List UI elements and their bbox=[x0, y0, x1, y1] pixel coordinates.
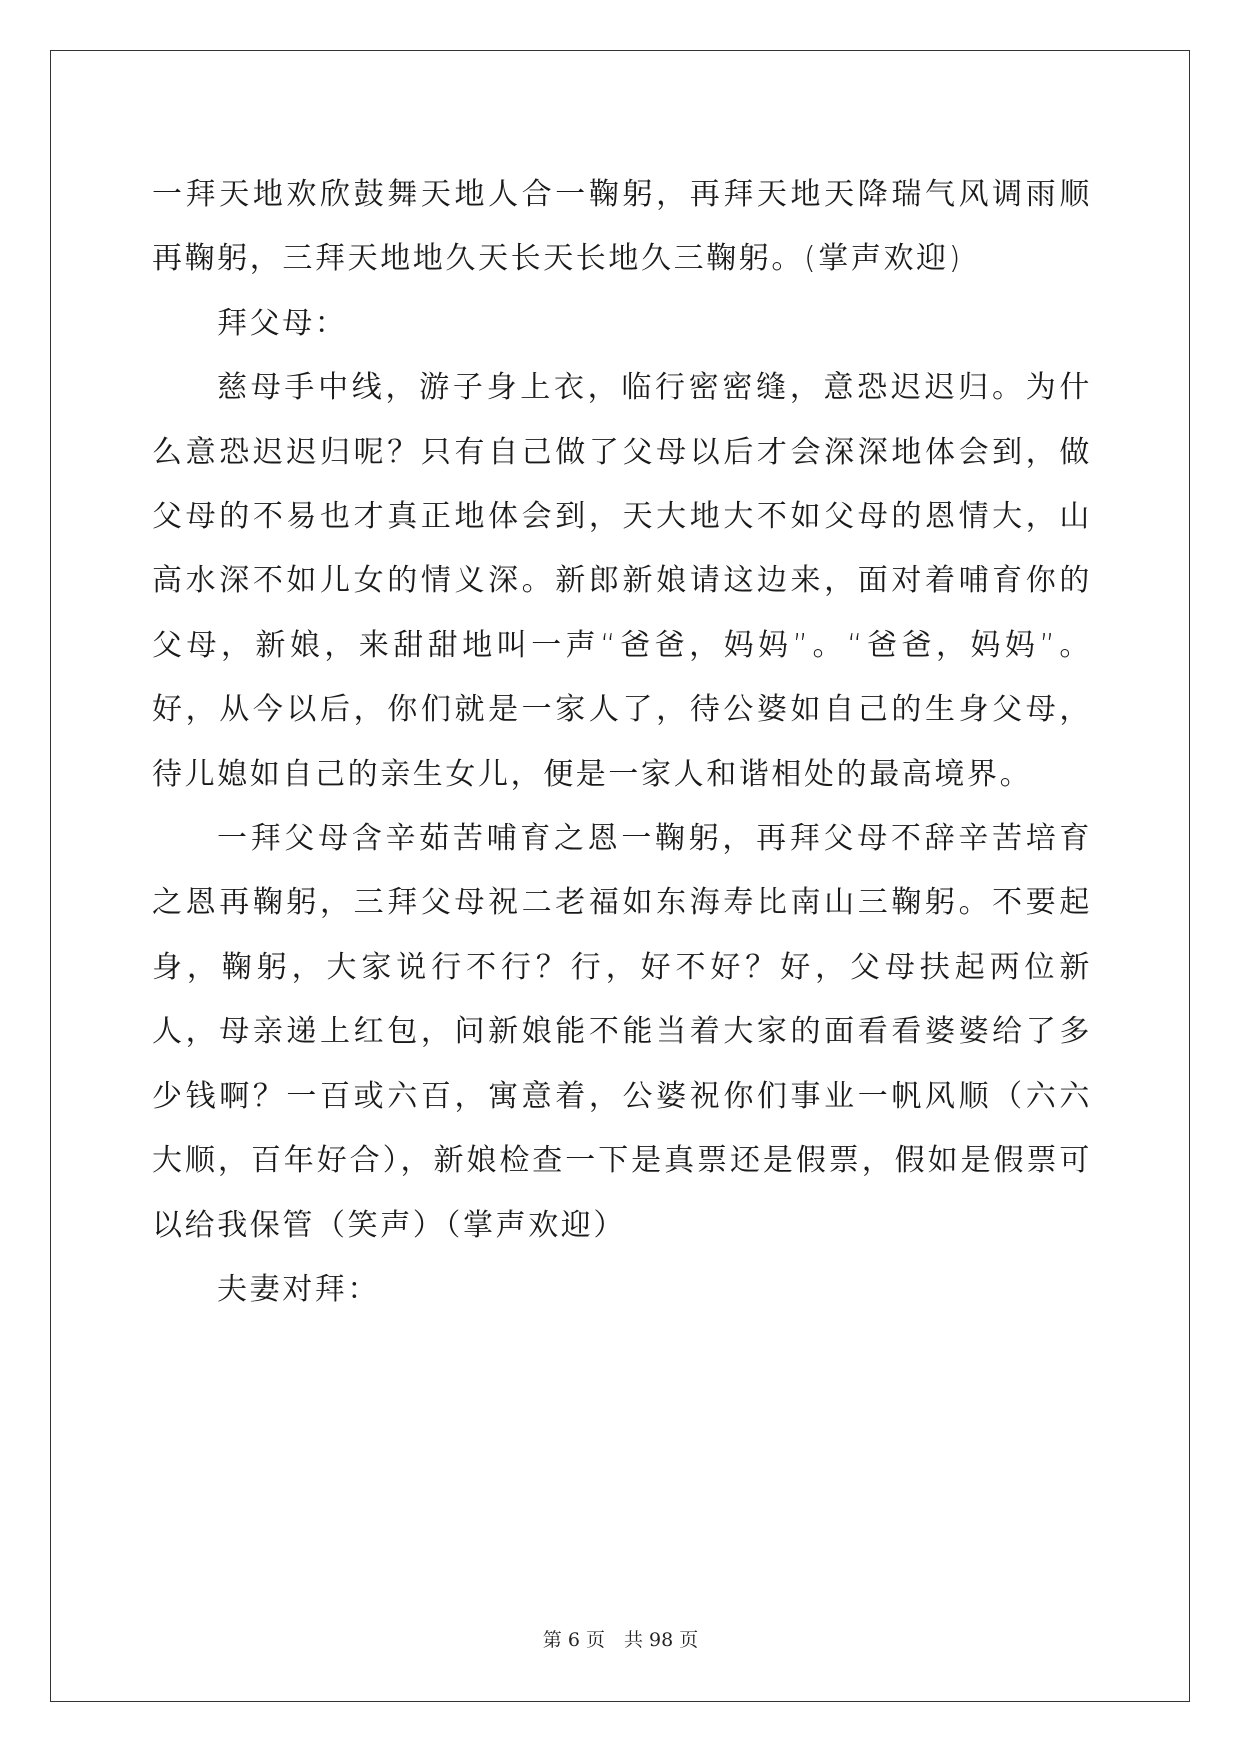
heading-couple-bow: 夫妻对拜： bbox=[217, 1271, 380, 1307]
page-number-footer: 第 6 页 共 98 页 bbox=[542, 1629, 699, 1651]
paragraph-parents-grace: 慈母手中线，游子身上衣，临行密密缝，意恐迟迟归。为什么意恐迟迟归呢？只有自己做了父母以后才会深深地体会到，做父母的不易也才真正地体会到，天大地大不如父母的恩情大，山高水深不如儿女的情义深。新郎新娘请这边来，面对着哺育你的父母，新娘，来甜甜地叫一声“爸爸，妈妈”。“爸爸，妈妈”。好，从今以后，你们就是一家人了，待公婆如自己的生身父母，待儿媳如自己的亲生女儿，便是一家人和谐相处的最高境界。 bbox=[152, 370, 1092, 792]
paragraph-bows-heaven-earth: 一拜天地欢欣鼓舞天地人合一鞠躬，再拜天地天降瑞气风调雨顺再鞠躬，三拜天地地久天长天长地久三鞠躬。(掌声欢迎) bbox=[152, 177, 1092, 277]
heading-bow-parents: 拜父母： bbox=[217, 305, 348, 341]
document-body bbox=[152, 163, 1092, 1322]
paragraph-bows-parents: 一拜父母含辛茹苦哺育之恩一鞠躬，再拜父母不辞辛苦培育之恩再鞠躬，三拜父母祝二老福如东海寿比南山三鞠躬。不要起身，鞠躬，大家说行不行？行，好不好？好，父母扶起两位新人，母亲递上红包，问新娘能不能当着大家的面看看婆婆给了多少钱啊？一百或六百，寓意着，公婆祝你们事业一帆风顺（六六大顺，百年好合），新娘检查一下是真票还是假票，假如是假票可以给我保管（笑声）（掌声欢迎） bbox=[152, 821, 1092, 1243]
